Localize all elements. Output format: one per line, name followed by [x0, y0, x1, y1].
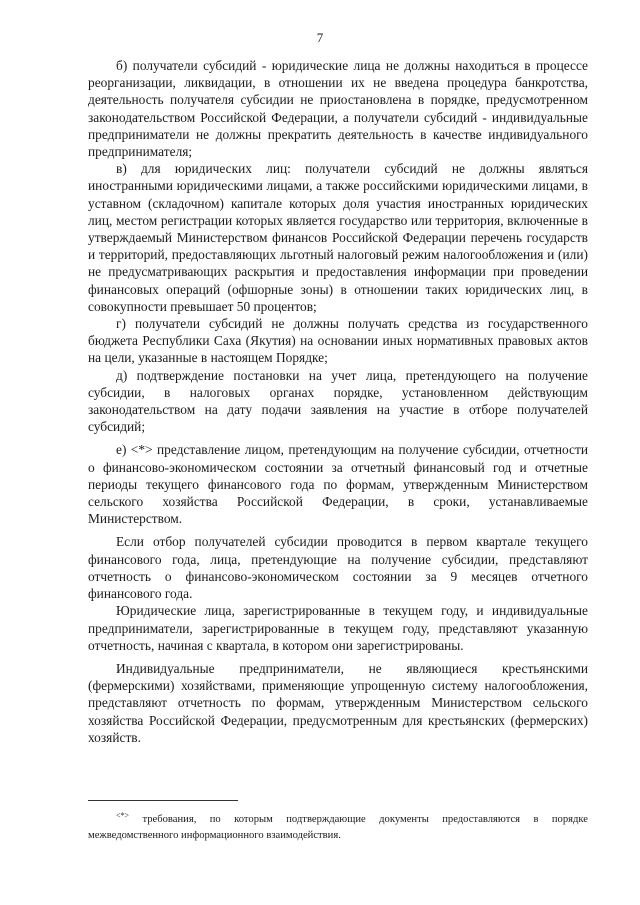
- footnote-text: требования, по которым подтверждающие документы предоставляются в порядке межведомственного информационного взаимодействия.: [88, 814, 588, 841]
- paragraph-b: б) получатели субсидий - юридические лица не должны находиться в процессе реорганизации, ликвидации, в отношении их не введена процедура банкротства, деятельность получателя субсидии не приостановлена в порядке, предусмотренном законодательством Российской Федерации, а получатели субсидий - индивидуальные предприниматели не должны прекратить деятельность в качестве индивидуального предпринимателя;: [88, 58, 588, 160]
- footnote-divider: [88, 800, 238, 801]
- document-body: [88, 57, 588, 746]
- paragraph-g: г) получатели субсидий не должны получать средства из государственного бюджета Республики Саха (Якутия) на основании иных нормативных правовых актов на цели, указанные в настоящем Порядке;: [88, 316, 588, 366]
- paragraph-individual-entrepreneurs: Индивидуальные предприниматели, не являющиеся крестьянскими (фермерскими) хозяйствами, применяющие упрощенную систему налогообложения, представляют отчетность по формам, утвержденным Министерством сельского хозяйства Российской Федерации, предусмотренным для крестьянских (фермерских) хозяйств.: [88, 660, 588, 745]
- paragraph-e: е) <*> представление лицом, претендующим на получение субсидии, отчетности о финансово-экономическом состоянии за отчетный финансовый год и отчетные периоды текущего финансового года по формам, утвержденным Министерством сельского хозяйства Российской Федерации, в сроки, устанавливаемые Министерством.: [88, 442, 588, 527]
- footnote-marker: <*>: [116, 811, 130, 820]
- paragraph-d: д) подтверждение постановки на учет лица, претендующего на получение субсидии, в налоговых органах порядке, установленном действующим законодательством на дату подачи заявления на участие в отборе получателей субсидий;: [88, 367, 588, 435]
- paragraph-v: в) для юридических лиц: получатели субсидий не должны являться иностранными юридическими лицами, а также российскими юридическими лицами, в уставном (складочном) капитале которых доля участия иностранных юридических лиц, местом регистрации которых является государство или территория, включенные в утверждаемый Министерством финансов Российской Федерации перечень государств и территорий, предоставляющих льготный налоговый режим налогообложения и (или) не предусматривающих раскрытия и предоставления информации при проведении финансовых операций (офшорные зоны) в отношении таких юридических лиц, в совокупности превышает 50 процентов;: [88, 161, 588, 314]
- footnote: [88, 808, 588, 844]
- paragraph-first-quarter: Если отбор получателей субсидии проводится в первом квартале текущего финансового года, лица, претендующие на получение субсидии, представляют отчетность о финансово-экономическом состоянии за 9 месяцев отчетного финансового года.: [88, 534, 588, 602]
- paragraph-registered-current-year: Юридические лица, зарегистрированные в текущем году, и индивидуальные предприниматели, зарегистрированные в текущем году, представляют указанную отчетность, начиная с квартала, в котором они зарегистрированы.: [88, 603, 588, 653]
- page-number: 7: [316, 30, 324, 45]
